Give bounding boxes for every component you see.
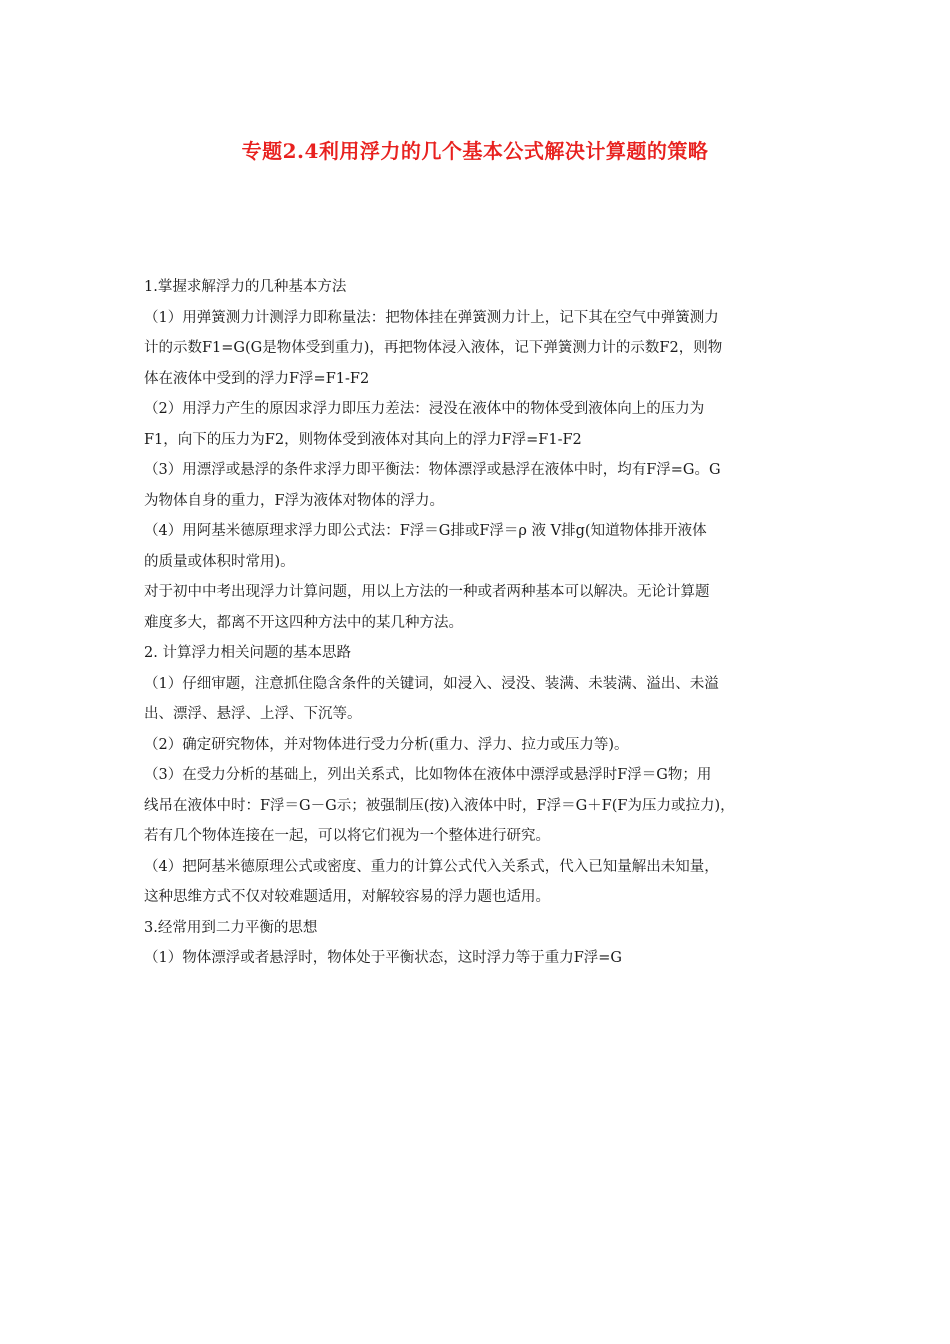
paragraph-line: （4）用阿基米德原理求浮力即公式法：F浮＝G排或F浮＝ρ 液 V排g(知道物体排开液体 xyxy=(144,523,707,539)
document-title: 专题2.4利用浮力的几个基本公式解决计算题的策略 xyxy=(241,139,709,163)
paragraph-line: 出、漂浮、悬浮、上浮、下沉等。 xyxy=(144,706,362,722)
document-body xyxy=(144,272,816,974)
paragraph-line: 对于初中中考出现浮力计算问题，用以上方法的一种或者两种基本可以解决。无论计算题 xyxy=(144,584,710,600)
paragraph-line: （3）用漂浮或悬浮的条件求浮力即平衡法：物体漂浮或悬浮在液体中时，均有F浮=G。G xyxy=(144,462,721,478)
section-heading-1: 1.掌握求解浮力的几种基本方法 xyxy=(144,279,347,295)
paragraph-line: 难度多大，都离不开这四种方法中的某几种方法。 xyxy=(144,614,463,631)
paragraph-line: （1）物体漂浮或者悬浮时，物体处于平衡状态，这时浮力等于重力F浮=G xyxy=(144,950,623,966)
paragraph-line: 这种思维方式不仅对较难题适用，对解较容易的浮力题也适用。 xyxy=(144,889,550,905)
paragraph-line: （2）用浮力产生的原因求浮力即压力差法：浸没在液体中的物体受到液体向上的压力为 xyxy=(144,401,705,417)
section-heading-2: 2. 计算浮力相关问题的基本思路 xyxy=(144,645,351,661)
paragraph-line: （1）用弹簧测力计测浮力即称量法：把物体挂在弹簧测力计上，记下其在空气中弹簧测力 xyxy=(144,309,719,326)
paragraph-line: F1，向下的压力为F2，则物体受到液体对其向上的浮力F浮=F1-F2 xyxy=(144,431,582,448)
paragraph-line: 为物体自身的重力，F浮为液体对物体的浮力。 xyxy=(144,492,445,509)
paragraph-line: （2）确定研究物体，并对物体进行受力分析(重力、浮力、拉力或压力等)。 xyxy=(144,736,629,753)
paragraph-line: （3）在受力分析的基础上，列出关系式，比如物体在液体中漂浮或悬浮时F浮＝G物；用 xyxy=(144,767,712,783)
paragraph-line: （4）把阿基米德原理公式或密度、重力的计算公式代入关系式，代入已知量解出未知量， xyxy=(144,858,719,875)
paragraph-line: 若有几个物体连接在一起，可以将它们视为一个整体进行研究。 xyxy=(144,828,550,844)
paragraph-line: 的质量或体积时常用)。 xyxy=(144,553,295,570)
paragraph-line: 体在液体中受到的浮力F浮=F1-F2 xyxy=(144,370,370,387)
paragraph-line: 线吊在液体中时：F浮＝G－G示；被强制压(按)入液体中时，F浮＝G＋F(F为压力或拉力)， xyxy=(144,797,735,814)
paragraph-line: 计的示数F1=G(G是物体受到重力)，再把物体浸入液体，记下弹簧测力计的示数F2，则物 xyxy=(144,340,723,356)
paragraph-line: （1）仔细审题，注意抓住隐含条件的关键词，如浸入、浸没、装满、未装满、溢出、未溢 xyxy=(144,675,719,692)
section-heading-3: 3.经常用到二力平衡的思想 xyxy=(144,919,318,936)
